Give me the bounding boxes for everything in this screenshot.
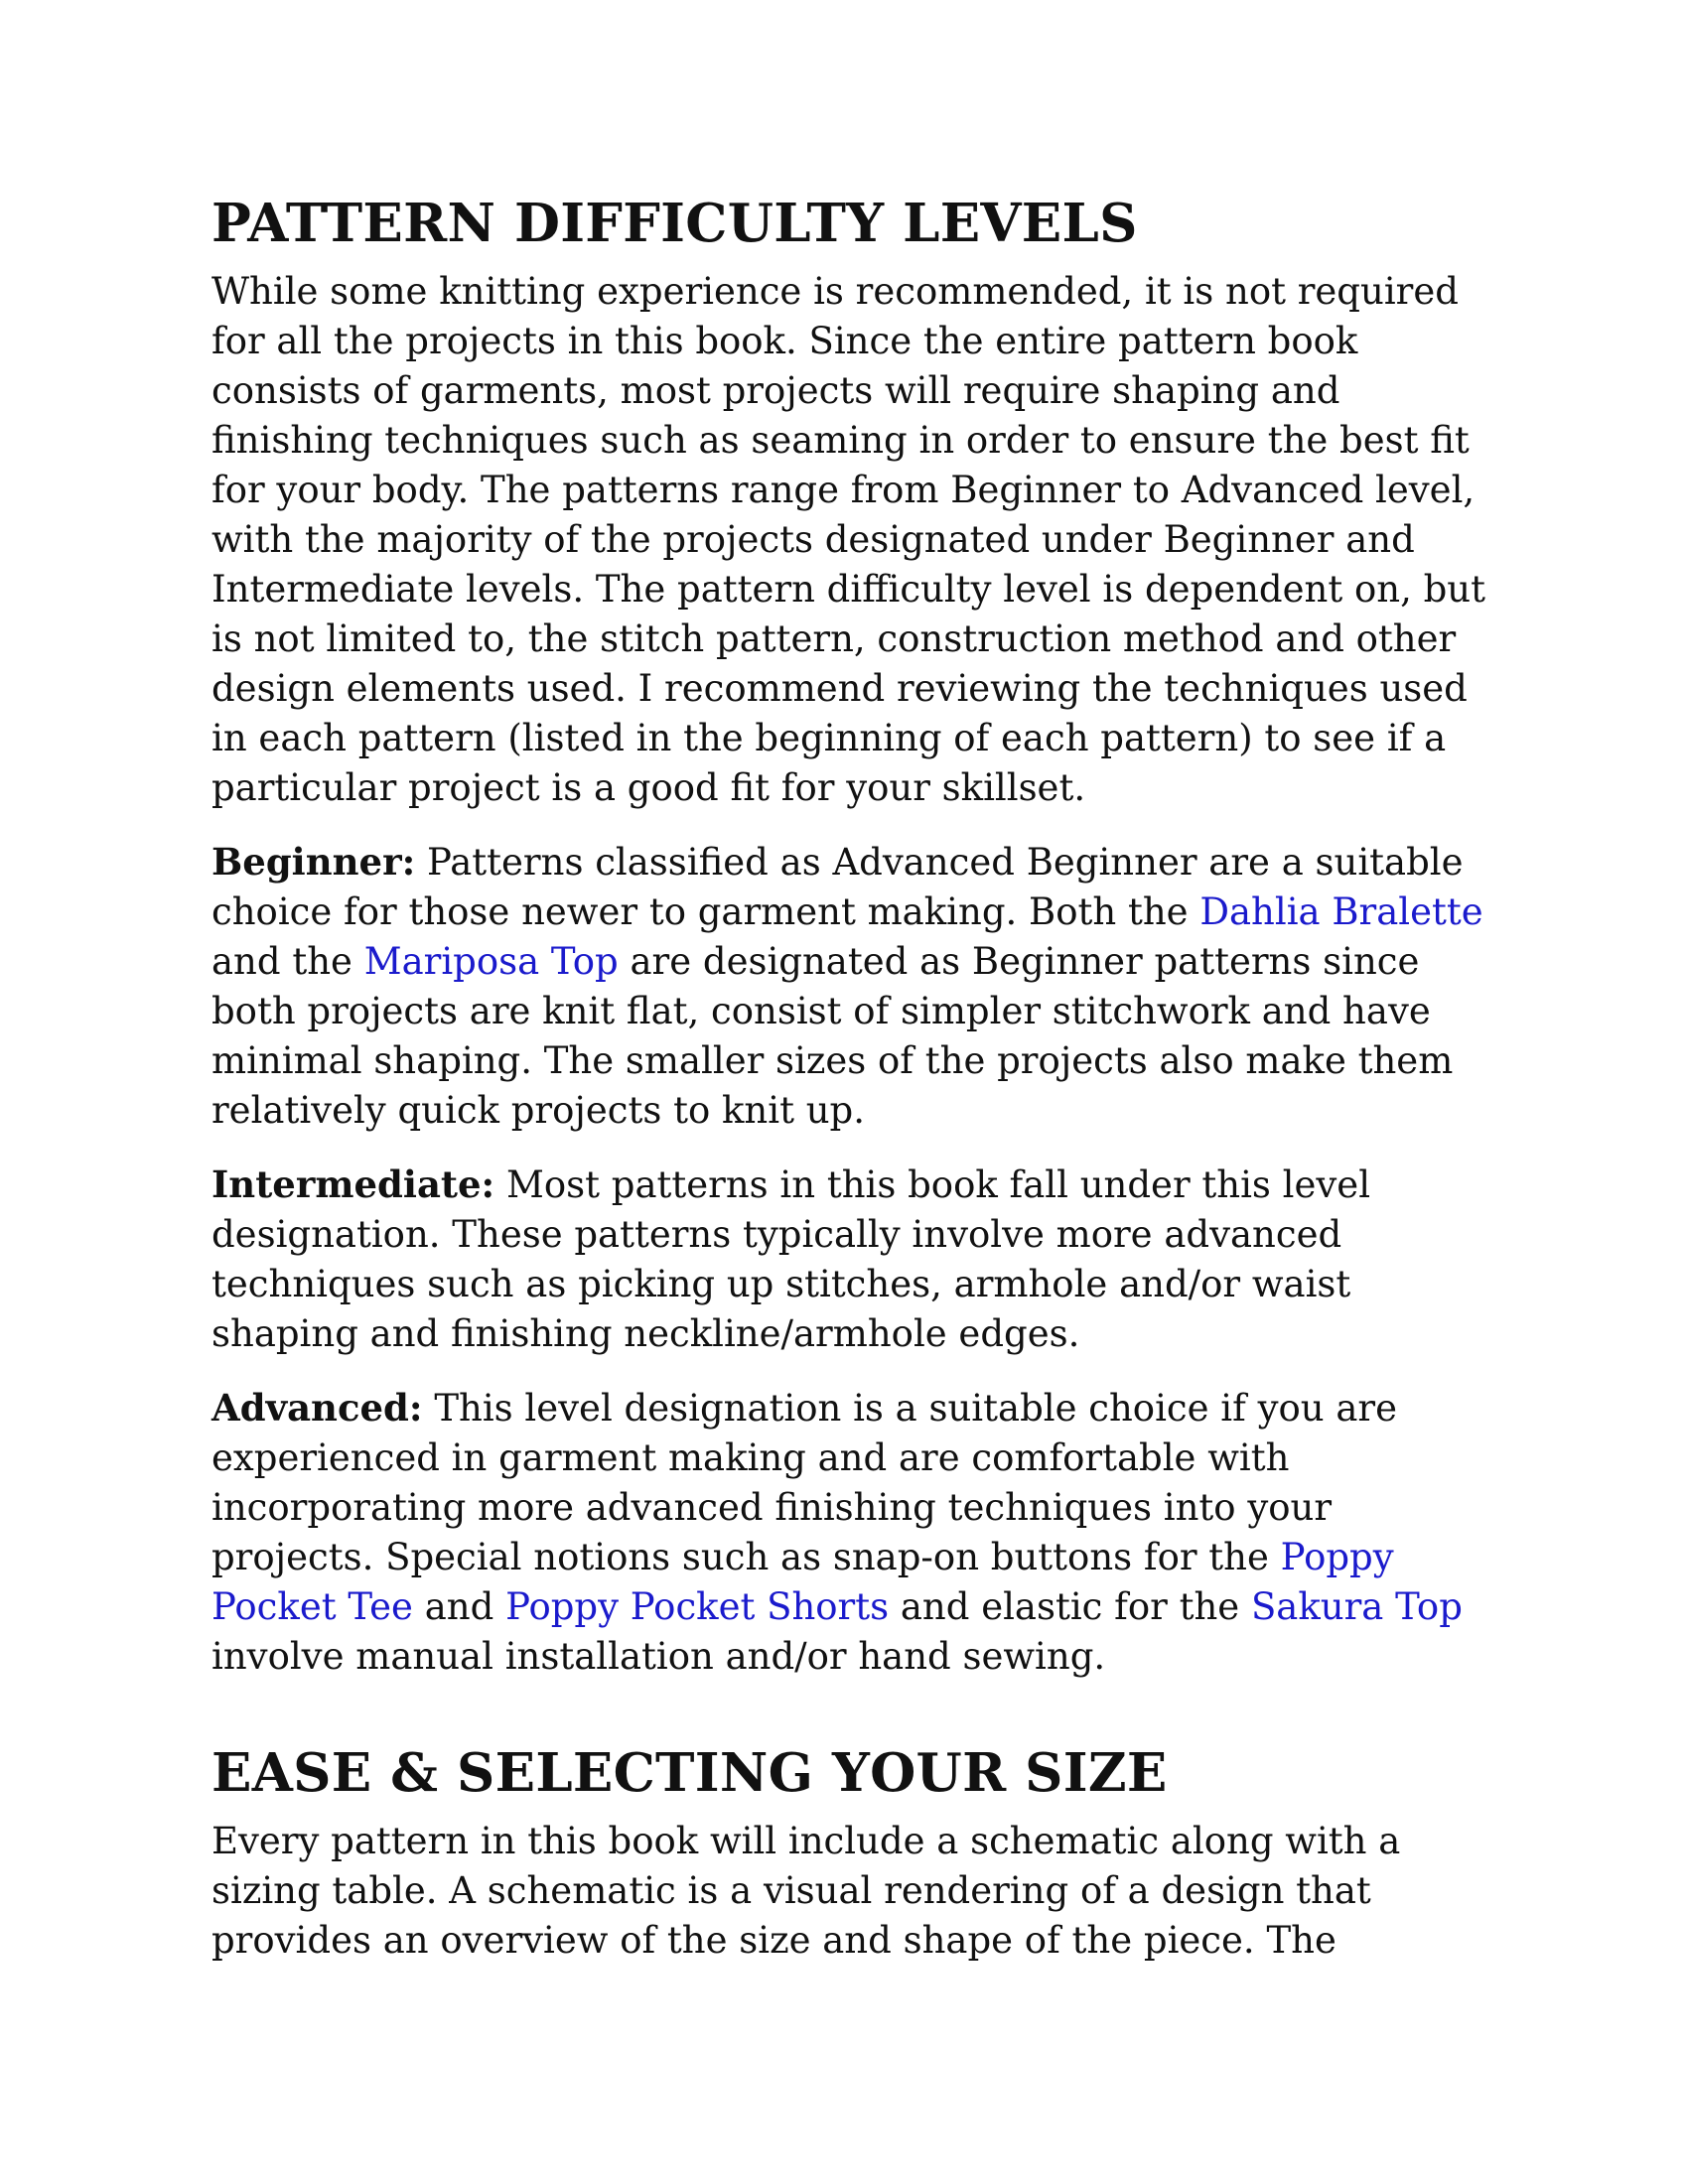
text-run: and the [211, 940, 364, 983]
text-line: in each pattern (listed in the beginning of each pattern) to see if a [211, 717, 1447, 759]
text-run: Most patterns in this book fall under this level [494, 1163, 1371, 1206]
text-line [211, 1383, 1492, 1433]
advanced-paragraph [211, 1383, 1492, 1682]
text-run: choice for those newer to garment making. Both the [211, 890, 1200, 933]
document-page [211, 194, 1492, 1989]
text-line: Intermediate levels. The pattern difficulty level is dependent on, but [211, 568, 1485, 611]
text-line: minimal shaping. The smaller sizes of the projects also make them [211, 1039, 1454, 1082]
text-run: This level designation is a suitable choice if you are [422, 1387, 1397, 1430]
intro-paragraph [211, 267, 1492, 813]
poppy-pocket-tee-link[interactable]: Poppy [1280, 1536, 1394, 1578]
text-line: sizing table. A schematic is a visual rendering of a design that [211, 1869, 1371, 1912]
section-heading-difficulty: PATTERN DIFFICULTY LEVELS [211, 193, 1138, 254]
text-line: experienced in garment making and are comfortable with [211, 1436, 1290, 1479]
text-line: shaping and finishing neckline/armhole edges. [211, 1312, 1080, 1355]
text-line: Every pattern in this book will include a schematic along with a [211, 1820, 1401, 1862]
text-line: While some knitting experience is recommended, it is not required [211, 270, 1459, 313]
text-line [211, 837, 1492, 887]
text-line: designation. These patterns typically involve more advanced [211, 1213, 1342, 1256]
text-line: is not limited to, the stitch pattern, construction method and other [211, 617, 1457, 660]
dahlia-bralette-link[interactable]: Dahlia Bralette [1199, 890, 1483, 933]
mariposa-top-link[interactable]: Mariposa Top [363, 940, 619, 983]
text-line: relatively quick projects to knit up. [211, 1089, 865, 1132]
text-run: Patterns classified as Advanced Beginner are a suitable [415, 841, 1464, 884]
text-line [211, 887, 1492, 937]
text-line: particular project is a good fit for your skillset. [211, 766, 1086, 809]
text-line: involve manual installation and/or hand sewing. [211, 1635, 1106, 1678]
text-run: and [412, 1585, 506, 1628]
beginner-paragraph [211, 837, 1492, 1136]
text-line: consists of garments, most projects will require shaping and [211, 369, 1340, 412]
text-line: provides an overview of the size and shape of the piece. The [211, 1919, 1336, 1962]
intermediate-label: Intermediate: [211, 1162, 495, 1206]
text-line: finishing techniques such as seaming in order to ensure the best fit [211, 419, 1470, 462]
text-run: are designated as Beginner patterns since [618, 940, 1420, 983]
text-run: projects. Special notions such as snap-on buttons for the [211, 1536, 1281, 1578]
text-line: design elements used. I recommend reviewing the techniques used [211, 667, 1468, 710]
text-line: both projects are knit flat, consist of simpler stitchwork and have [211, 990, 1431, 1032]
text-line: for your body. The patterns range from Beginner to Advanced level, [211, 469, 1476, 511]
advanced-label: Advanced: [211, 1386, 423, 1430]
text-line: techniques such as picking up stitches, armhole and/or waist [211, 1263, 1351, 1305]
beginner-label: Beginner: [211, 840, 416, 884]
sakura-top-link[interactable]: Sakura Top [1250, 1585, 1463, 1628]
text-line: incorporating more advanced finishing techniques into your [211, 1486, 1333, 1529]
text-run: and elastic for the [889, 1585, 1251, 1628]
text-line [211, 1533, 1492, 1582]
section-heading-ease-size: EASE & SELECTING YOUR SIZE [211, 1742, 1168, 1804]
text-line: for all the projects in this book. Since the entire pattern book [211, 320, 1358, 362]
text-line: with the majority of the projects designated under Beginner and [211, 518, 1415, 561]
ease-paragraph [211, 1817, 1492, 1966]
intermediate-paragraph [211, 1160, 1492, 1359]
poppy-pocket-tee-link[interactable]: Pocket Tee [211, 1585, 413, 1628]
text-line [211, 1582, 1492, 1632]
text-line [211, 937, 1492, 987]
text-line [211, 1160, 1492, 1210]
poppy-pocket-shorts-link[interactable]: Poppy Pocket Shorts [505, 1585, 890, 1628]
